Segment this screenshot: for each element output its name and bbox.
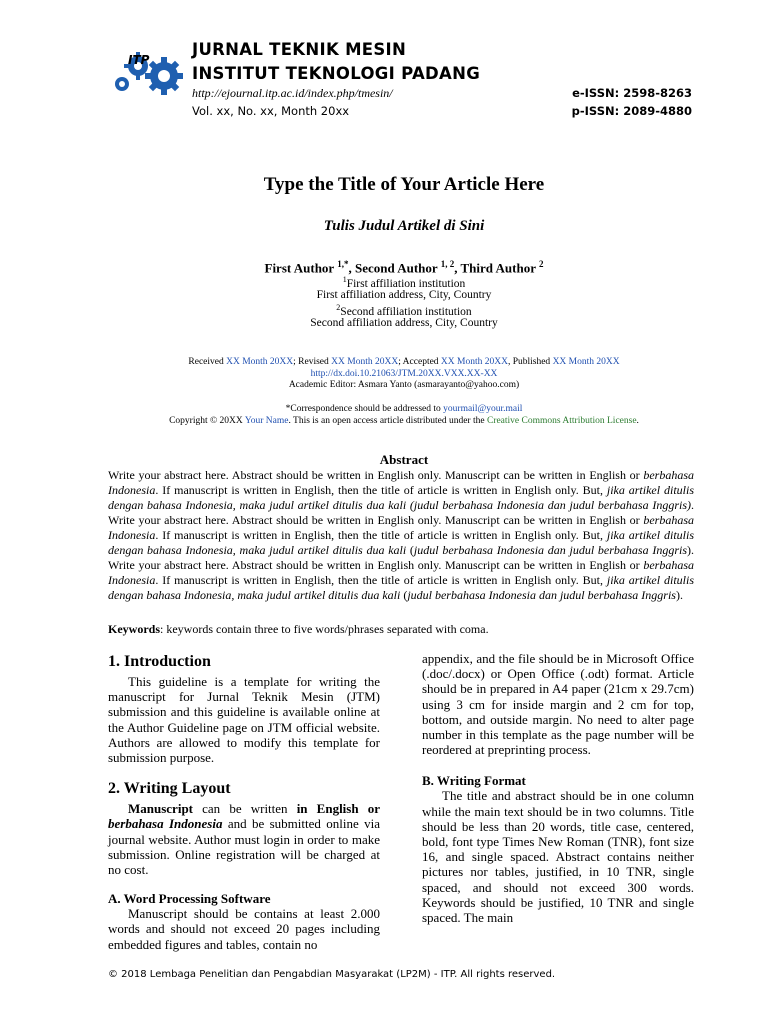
writing-layout-text: Manuscript can be written in English or berbahasa Indonesia and be submitted online via journal website. Author must login in order to make submission. Online registration will be charged at no cost. [108,801,380,878]
right-column [422,651,694,925]
writing-format-text: The title and abstract should be in one column while the main text should be in two columns. Title should be less than 20 words, title case, centered, bold, font type Times New Roman (TNR), font size 16, and single spaced. Abstract contains neither pictures nor tables, justified, in 10 TNR, single spaced, and should not exceed 300 words. Keywords should be justified, 10 TNR and single spaced. The main [422,788,694,926]
article-title: Type the Title of Your Article Here [263,174,545,195]
copyright-line [0,415,768,427]
page-footer: © 2018 Lembaga Penelitian dan Pengabdian Masyarakat (LP2M) - ITP. All rights reserved. [108,969,556,980]
affiliation-1-institution: First affiliation institution [346,277,466,290]
journal-logo [108,40,190,102]
correspondence-email-link[interactable]: yourmail@your.mail [443,404,523,414]
received-date: XX Month 20XX [226,357,294,367]
section-introduction-heading: 1. Introduction [108,653,211,670]
word-processing-text: Manuscript should be contains at least 2.000 words and should not exceed 20 pages including embedded figures and tables, contain no [108,906,380,952]
section-writing-layout-heading: 2. Writing Layout [108,780,231,798]
word-processing-heading: A. Word Processing Software [108,891,271,907]
academic-editor: Academic Editor: Asmara Yanto (asmarayanto@yahoo.com) [288,380,520,390]
author-1-affiliation: 1,* [337,259,349,269]
affiliation-1-address: First affiliation address, City, Country [316,289,492,301]
itp-gear-logo-icon [108,40,190,102]
author-3-affiliation: 2 [538,259,544,269]
introduction-text: This guideline is a template for writing the manuscript for Jurnal Teknik Mesin (JTM) submission and this guideline is available online at the Author Guideline page on JTM official website. Authors are allowed to modify this template for submission purpose. [108,674,380,766]
journal-url-link[interactable]: http://ejournal.itp.ac.id/index.php/tmesin/ [192,86,393,100]
published-date: XX Month 20XX [552,357,620,367]
author-3: , Third Author [454,260,539,276]
keywords [108,622,694,637]
article-history [0,356,768,368]
copyright-text: . This is an open access article distributed under the [288,416,487,426]
author-1: First Author [264,260,338,276]
keywords-label: Keywords [108,622,160,636]
accepted-label: ; Accepted [398,357,441,367]
revised-label: ; Revised [293,357,332,367]
author-2-affiliation: 1, 2 [440,259,455,269]
volume-info: Vol. xx, No. xx, Month 20xx [192,104,350,118]
journal-name-line2: INSTITUT TEKNOLOGI PADANG [192,64,481,83]
logo-text: ITP [128,53,150,67]
word-processing-text-continued: appendix, and the file should be in Microsoft Office (.doc/.docx) or Open Office (.odt) format. Article should be in prepared in A4 paper (21cm x 29.7cm) using 3 cm for inside margin and 2 cm for top, bottom, and outside margin. No need to alter page number in this template as the page number will be reordered at preprinting process. [422,651,694,758]
doi-link[interactable]: http://dx.doi.10.21063/JTM.20XX.VXX.XX-XX [310,369,498,379]
received-label: Received [188,357,227,367]
affiliation-1-number: 1 [342,275,347,284]
copyright-name: Your Name [244,416,289,426]
copyright-prefix: Copyright © 20XX [169,416,245,426]
correspondence-label: *Correspondence should be addressed to [285,404,444,414]
copyright-suffix: . [636,416,639,426]
license-link[interactable]: Creative Commons Attribution License [486,416,637,426]
keywords-text: : keywords contain three to five words/phrases separated with coma. [160,622,489,636]
eissn: e-ISSN: 2598-8263 [572,86,692,100]
writing-format-heading: B. Writing Format [422,773,526,789]
published-label: , Published [507,357,553,367]
left-column [108,652,380,952]
pissn: p-ISSN: 2089-4880 [571,104,692,118]
abstract-heading: Abstract [379,452,429,467]
affiliation-2-number: 2 [336,303,341,312]
revised-date: XX Month 20XX [331,357,399,367]
affiliation-2-institution: Second affiliation institution [340,305,472,318]
affiliation-2-address: Second affiliation address, City, Country [310,317,498,329]
author-2: , Second Author [348,260,441,276]
article-subtitle: Tulis Judul Artikel di Sini [323,218,485,234]
abstract-text: Write your abstract here. Abstract should be written in English only. Manuscript can be written in English or berbahasa Indonesia. If manuscript is written in English, then the title of article is written in English only. But, jika artikel ditulis dengan bahasa Indonesia, maka judul artikel ditulis dua kali (judul berbahasa Indonesia dan judul berbahasa Inggris). Write your abstract here. Abstract should be written in English only. Manuscript can be written in English or berbahasa Indonesia. If manuscript is written in English, then the title of article is written in English only. But, jika artikel ditulis dengan bahasa Indonesia, maka judul artikel ditulis dua kali (judul berbahasa Indonesia dan judul berbahasa Inggris). Write your abstract here. Abstract should be written in English only. Manuscript can be written in English or berbahasa Indonesia. If manuscript is written in English, then the title of article is written in English only. But, jika artikel ditulis dengan bahasa Indonesia, maka judul artikel ditulis dua kali (judul berbahasa Indonesia dan judul berbahasa Inggris). [108,468,695,602]
journal-name-line1: JURNAL TEKNIK MESIN [192,40,407,59]
accepted-date: XX Month 20XX [440,357,508,367]
correspondence [0,403,768,415]
